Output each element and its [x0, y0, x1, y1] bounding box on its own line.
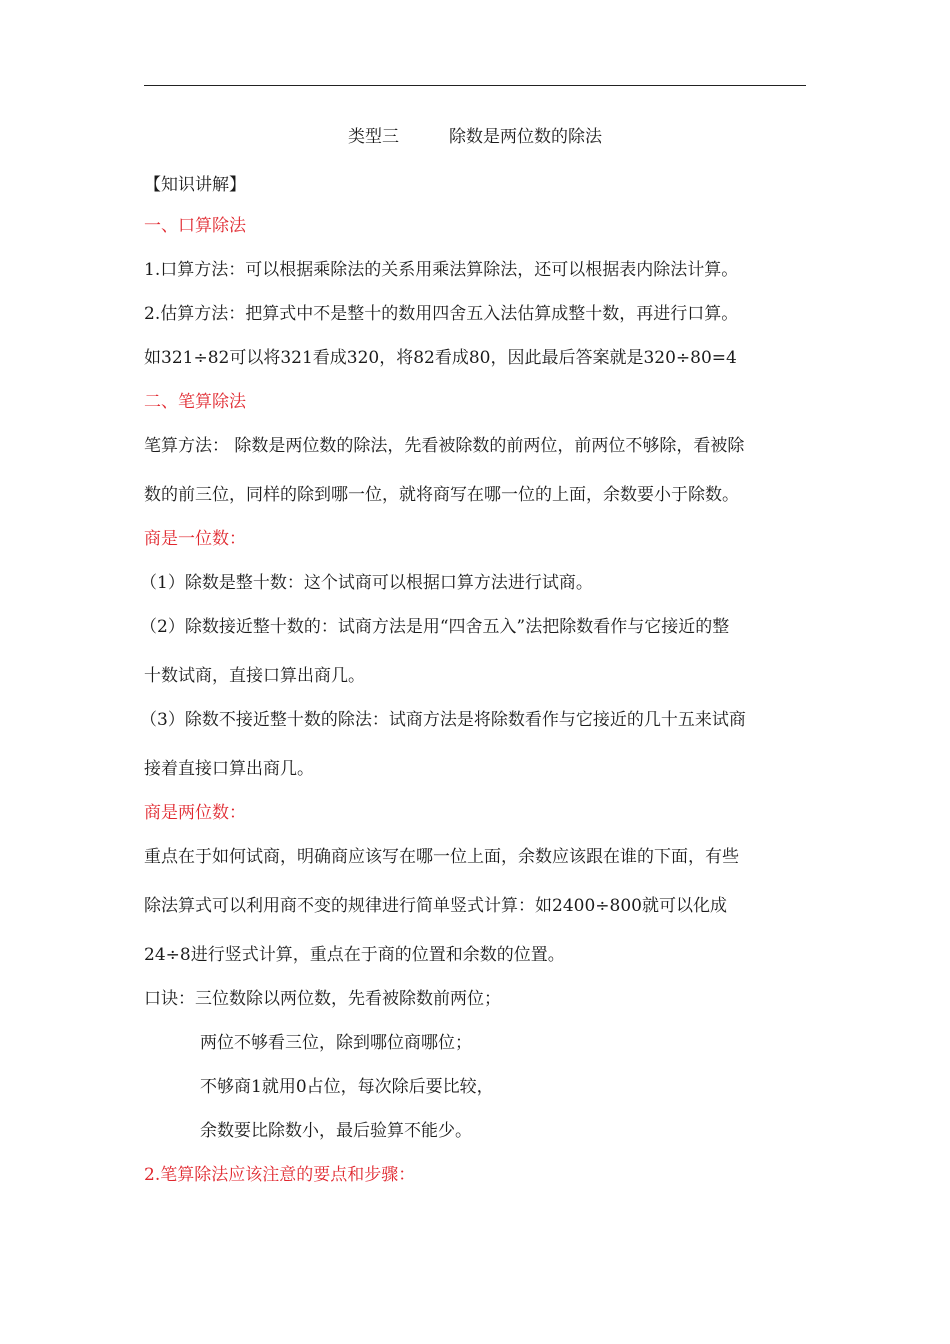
part1-line3: 如321÷82可以将321看成320，将82看成80，因此最后答案就是320÷80=4: [144, 348, 737, 368]
title-name: 除数是两位数的除法: [449, 127, 602, 147]
case1: （1）除数是整十数：这个试商可以根据口算方法进行试商。: [140, 573, 593, 593]
title-type: 类型三: [348, 127, 399, 147]
section-heading: 【知识讲解】: [144, 175, 246, 195]
case3-line2: 接着直接口算出商几。: [144, 759, 314, 779]
part2-line2: 数的前三位，同样的除到哪一位，就将商写在哪一位的上面，余数要小于除数。: [144, 485, 739, 505]
rhyme-line3: 不够商1就用0占位，每次除后要比较，: [200, 1077, 494, 1097]
rhyme-line4: 余数要比除数小，最后验算不能少。: [200, 1121, 472, 1141]
part1-line1: 1.口算方法：可以根据乘除法的关系用乘法算除法，还可以根据表内除法计算。: [144, 260, 739, 280]
case3-line1: （3）除数不接近整十数的除法：试商方法是将除数看作与它接近的几十五来试商: [140, 710, 746, 730]
one-digit-heading: 商是一位数：: [144, 529, 246, 549]
part2-heading: 二、笔算除法: [144, 392, 246, 412]
case2-line2: 十数试商，直接口算出商几。: [144, 666, 365, 686]
two-digit-heading: 商是两位数：: [144, 803, 246, 823]
two-digit-line1: 重点在于如何试商，明确商应该写在哪一位上面，余数应该跟在谁的下面，有些: [144, 847, 739, 867]
part1-heading: 一、口算除法: [144, 216, 246, 236]
part1-line2: 2.估算方法：把算式中不是整十的数用四舍五入法估算成整十数，再进行口算。: [144, 304, 739, 324]
point2-heading: 2.笔算除法应该注意的要点和步骤：: [144, 1165, 416, 1185]
two-digit-line2: 除法算式可以利用商不变的规律进行简单竖式计算：如2400÷800就可以化成: [144, 896, 727, 916]
rhyme-line2: 两位不够看三位，除到哪位商哪位；: [200, 1033, 472, 1053]
case2-line1: （2）除数接近整十数的：试商方法是用“四舍五入”法把除数看作与它接近的整: [140, 617, 730, 637]
header-rule: [144, 85, 806, 86]
part2-line1: 笔算方法： 除数是两位数的除法，先看被除数的前两位，前两位不够除，看被除: [144, 436, 745, 456]
two-digit-line3: 24÷8进行竖式计算，重点在于商的位置和余数的位置。: [144, 945, 565, 965]
page-title: [0, 126, 950, 148]
rhyme-line1: 口诀：三位数除以两位数，先看被除数前两位；: [144, 989, 501, 1009]
